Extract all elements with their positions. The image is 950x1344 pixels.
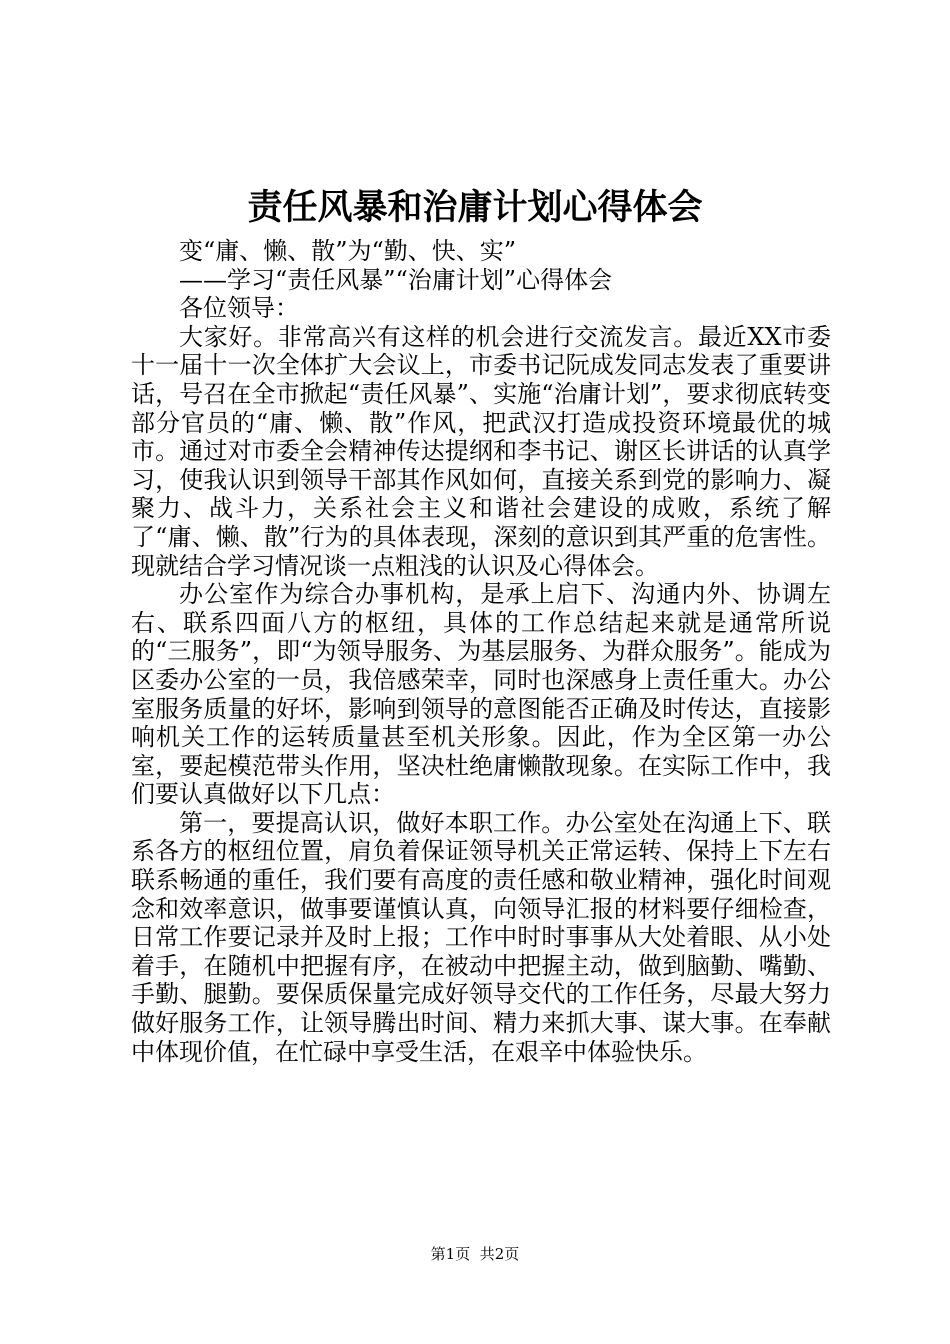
salutation: 各位领导： — [179, 294, 299, 323]
page-total: 共2页 — [479, 1245, 520, 1263]
document-body — [131, 237, 831, 1066]
paragraph-3: 第一，要提高认识，做好本职工作。办公室处在沟通上下、联系各方的枢纽位置，肩负着保证领导机关正常运转、保持上下左右联系畅通的重任，我们要有高度的责任感和敬业精神，强化时间观念和效率意识，做事要谨慎认真，向领导汇报的材料要仔细检查，日常工作要记录并及时上报；工作中时时事事从大处着眼、从小处着手，在随机中把握有序，在被动中把握主动，做到脑勤、嘴勤、手勤、腿勤。要保质保量完成好领导交代的工作任务，尽最大努力做好服务工作，让领导腾出时间、精力来抓大事、谋大事。在奉献中体现价值，在忙碌中享受生活，在艰辛中体验快乐。 — [131, 808, 831, 1066]
subtitle-line-2: ——学习“责任风暴”“治庸计划”心得体会 — [179, 265, 613, 294]
page-footer — [0, 1243, 950, 1265]
paragraph-2: 办公室作为综合办事机构，是承上启下、沟通内外、协调左右、联系四面八方的枢纽，具体的工作总结起来就是通常所说的“三服务”，即“为领导服务、为基层服务、为群众服务”。能成为区委办公室的一员，我倍感荣幸，同时也深感身上责任重大。办公室服务质量的好坏，影响到领导的意图能否正确及时传达，直接影响机关工作的运转质量甚至机关形象。因此，作为全区第一办公室，要起模范带头作用，坚决杜绝庸懒散现象。在实际工作中，我们要认真做好以下几点： — [131, 580, 831, 809]
paragraph-1: 大家好。非常高兴有这样的机会进行交流发言。最近XX市委十一届十一次全体扩大会议上，市委书记阮成发同志发表了重要讲话，号召在全市掀起“责任风暴”、实施“治庸计划”，要求彻底转变部分官员的“庸、懒、散”作风，把武汉打造成投资环境最优的城市。通过对市委全会精神传达提纲和李书记、谢区长讲话的认真学习，使我认识到领导干部其作风如何，直接关系到党的影响力、凝聚力、战斗力，关系社会主义和谐社会建设的成败，系统了解了“庸、懒、散”行为的具体表现，深刻的意识到其严重的危害性。现就结合学习情况谈一点粗浅的认识及心得体会。 — [131, 322, 831, 580]
page-number: 第1页 — [430, 1245, 471, 1263]
subtitle-line-1: 变“庸、懒、散”为“勤、快、实” — [179, 237, 517, 265]
document-title: 责任风暴和治庸计划心得体会 — [247, 187, 703, 228]
